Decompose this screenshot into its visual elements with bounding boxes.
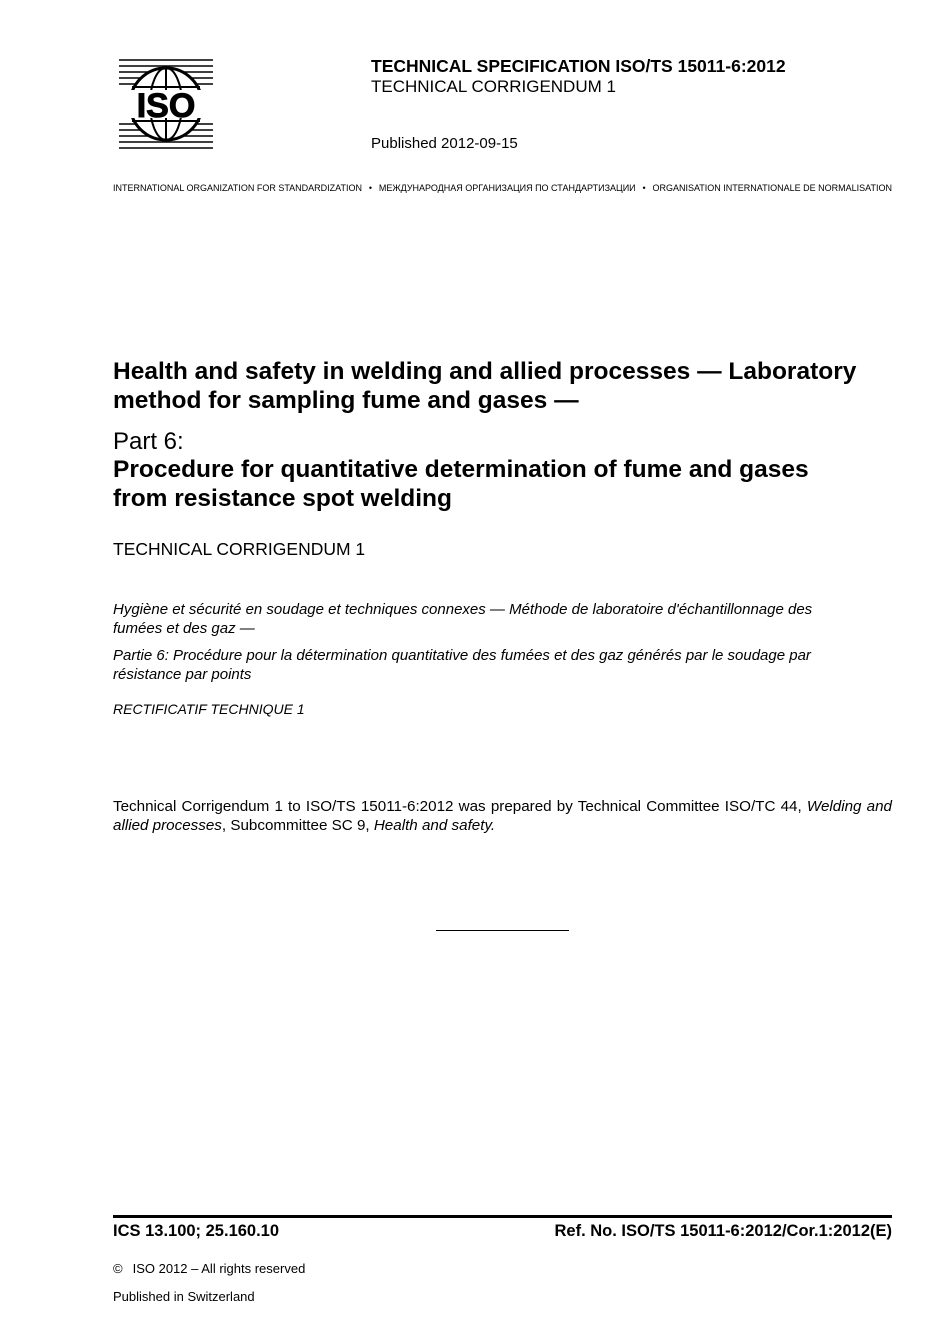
french-title [113,601,893,638]
french-corrigendum: RECTIFICATIF TECHNIQUE 1 [113,701,305,717]
paragraph-text: Technical Corrigendum 1 to ISO/TS 15011-6:2012 was prepared by Technical Committee ISO/TC 44, [113,798,807,815]
copyright-text: ISO 2012 – All rights reserved [132,1261,306,1276]
part-title [113,456,903,513]
part-title-line: from resistance spot welding [113,484,452,512]
header-corrigendum: TECHNICAL CORRIGENDUM 1 [371,77,616,96]
french-part-title [113,647,893,684]
copyright [113,1261,305,1276]
organization-line [113,183,892,193]
bullet-separator: • [642,183,646,193]
published-date: Published 2012-09-15 [371,135,518,152]
org-name-russian: МЕЖДУНАРОДНАЯ ОРГАНИЗАЦИЯ ПО СТАНДАРТИЗАЦИИ [378,183,636,193]
part-label: Part 6: [113,428,184,455]
corrigendum-label: TECHNICAL CORRIGENDUM 1 [113,539,366,559]
end-divider [436,930,569,931]
title-line: Health and safety in welding and allied processes — Laboratory [113,358,857,385]
iso-logo [117,57,215,151]
footer-rule [113,1215,892,1218]
document-title [113,358,903,415]
french-part-line: Partie 6: Procédure pour la détermination quantitative des fumées et des gaz générés par le soudage par [113,647,811,664]
reference-number: Ref. No. ISO/TS 15011-6:2012/Cor.1:2012(E) [554,1222,892,1240]
iso-globe-logo-icon [117,57,215,151]
copyright-icon: © [113,1261,123,1276]
french-title-line: Hygiène et sécurité en soudage et techniques connexes — Méthode de laboratoire d'échantillonnage des [113,601,813,618]
published-in: Published in Switzerland [113,1289,255,1304]
bullet-separator: • [368,183,372,193]
part-title-line: Procedure for quantitative determination of fume and gases [113,456,809,483]
paragraph-text: , Subcommittee SC 9, [221,816,374,834]
preparation-paragraph [113,798,892,835]
spec-title: TECHNICAL SPECIFICATION ISO/TS 15011-6:2012 [371,56,786,76]
committee-name: Welding and allied processes [113,798,892,834]
org-name-english: INTERNATIONAL ORGANIZATION FOR STANDARDIZATION [113,183,363,193]
org-name-french: ORGANISATION INTERNATIONALE DE NORMALISATION [652,183,892,193]
french-part-line: résistance par points [113,665,252,683]
french-title-line: fumées et des gaz — [113,619,255,637]
title-line: method for sampling fume and gases — [113,386,579,414]
svg-text:ISO: ISO [136,87,196,125]
subcommittee-name: Health and safety. [373,816,496,834]
ics-codes: ICS 13.100; 25.160.10 [113,1222,280,1240]
